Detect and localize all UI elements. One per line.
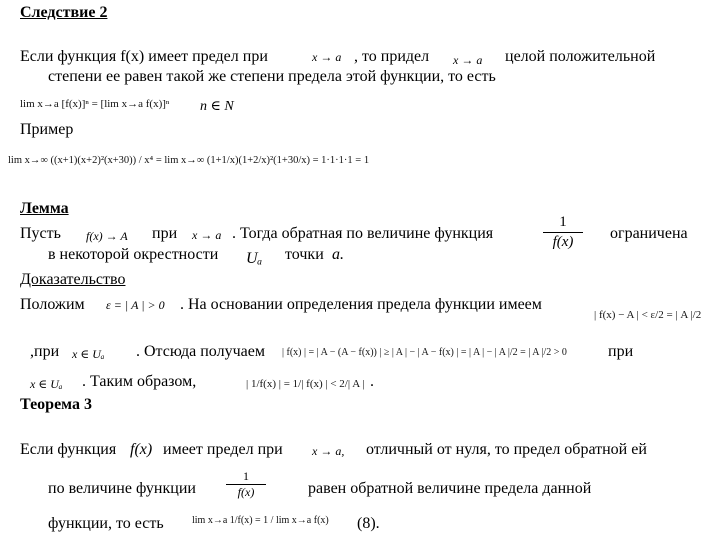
theorem-fraction	[226, 470, 266, 499]
corollary-title: Следствие 2	[20, 4, 108, 21]
example-formula: lim x→∞ ((x+1)(x+2)²(x+30)) / x⁴ = lim x→∞ (1+1/x)(1+2/x)²(1+30/x) = 1·1·1·1 = 1	[8, 155, 370, 166]
lemma-f-to-A: f(x) → A	[86, 229, 128, 243]
proof-text-1: . На основании определения предела функции имеем	[180, 296, 542, 313]
theorem-text-2a: по величине функции	[48, 480, 196, 497]
lemma-text-2b: точки	[285, 246, 324, 263]
lemma-text-1: . Тогда обратная по величине функция	[232, 225, 494, 242]
proof-text-2: . Отсюда получаем	[136, 343, 265, 360]
n-in-N: n ∈ N	[200, 99, 234, 114]
corollary-cond-1: x → a	[312, 50, 342, 64]
theorem-text-1a: Если функция	[20, 441, 117, 458]
lemma-bounded: ограничена	[610, 225, 688, 242]
lemma-frac-num: 1	[559, 214, 567, 230]
example-label: Пример	[20, 121, 74, 138]
corollary-formula: lim x→a [f(x)]ⁿ = [lim x→a f(x)]ⁿ	[20, 98, 170, 110]
proof-text-3: . Таким образом,	[82, 373, 197, 390]
theorem-text-2b: равен обратной величине предела данной	[308, 480, 592, 497]
corollary-text-1b: , то придел	[354, 48, 430, 65]
theorem-text-1b: имеет предел при	[163, 441, 283, 458]
corollary-cond-2: x → a	[453, 53, 483, 67]
proof-x-in-U-1: x ∈ Uₐ	[72, 347, 105, 361]
corollary-text-1a: Если функция f(x) имеет предел при	[20, 48, 268, 65]
proof-pri-1: ,при	[30, 343, 60, 360]
theorem-text-fx: f(x)	[130, 441, 153, 458]
lemma-pust: Пусть	[20, 225, 61, 242]
lemma-title: Лемма	[20, 200, 69, 217]
lemma-pri: при	[152, 225, 178, 242]
theorem-text-1c: отличный от нуля, то предел обратной ей	[366, 441, 647, 458]
lemma-frac-den: f(x)	[552, 234, 574, 250]
proof-polozhim: Положим	[20, 296, 85, 313]
theorem-x-to-a: x → a,	[312, 444, 345, 458]
theorem-text-3a: функции, то есть	[48, 515, 164, 532]
lemma-text-2c: a.	[332, 246, 344, 263]
proof-ineq-1: | f(x) − A | < ε/2 = | A |/2	[594, 309, 702, 321]
lemma-U-a: Uₐ	[246, 250, 263, 267]
proof-ineq-2: | f(x) | = | A − (A − f(x)) | ≥ | A | − | A − f(x) | = | A | − | A |/2 = | A |/2 > 0	[282, 347, 567, 358]
theorem-frac-den: f(x)	[237, 485, 255, 499]
proof-pri-2: при	[608, 343, 634, 360]
proof-title: Доказательство	[20, 271, 126, 288]
lemma-x-to-a: x → a	[192, 228, 222, 242]
corollary-text-1c: целой положительной	[505, 48, 656, 65]
proof-x-in-U-2: x ∈ Uₐ	[30, 377, 63, 391]
proof-ineq-3: | 1/f(x) | = 1/| f(x) | < 2/| A |	[246, 378, 365, 390]
corollary-text-2: степени ее равен такой же степени предела этой функции, то есть	[48, 68, 496, 85]
proof-eps-def: ε = | A | > 0	[106, 298, 165, 312]
theorem-title: Теорема 3	[20, 396, 92, 413]
theorem-frac-num: 1	[243, 469, 249, 483]
proof-dot: .	[370, 373, 374, 390]
lemma-fraction	[543, 214, 583, 251]
theorem-eq-num: (8).	[357, 515, 380, 532]
lemma-frac-bar	[543, 232, 583, 233]
lemma-text-2a: в некоторой окрестности	[48, 246, 219, 263]
theorem-formula: lim x→a 1/f(x) = 1 / lim x→a f(x)	[192, 515, 329, 526]
